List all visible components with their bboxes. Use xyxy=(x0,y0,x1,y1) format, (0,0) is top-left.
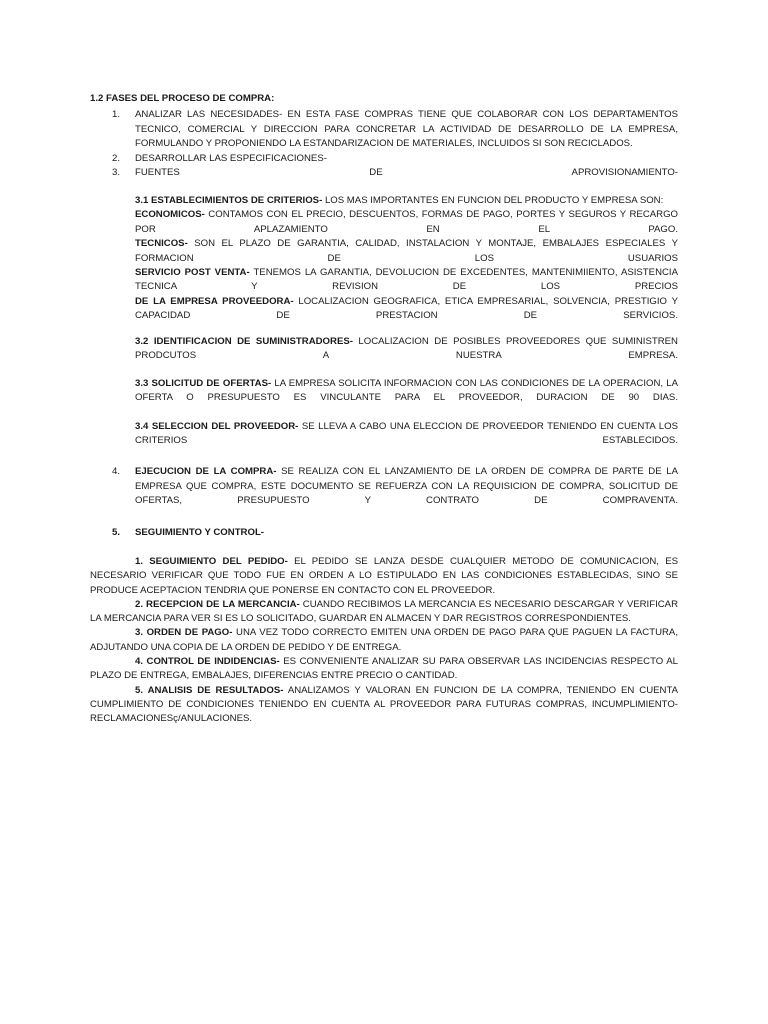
list-number: 1. xyxy=(112,109,121,120)
solicitud-title: 3.3 SOLICITUD DE OFERTAS- xyxy=(135,378,272,389)
paragraph-text: ANALIZAMOS Y VALORAN EN FUNCION DE LA COMPRA, TENIENDO EN CUENTA CUMPLIMIENTO DE CONDICIONES TENIENDO EN CUENTA AL PROVEEDOR PARA FUTURAS COMPRAS, INCUMPLIMIENTO-RECLAMACIONESç/ANULACIONES. xyxy=(90,684,678,725)
list-number: 3. xyxy=(112,167,121,178)
paragraph-label: 3. ORDEN DE PAGO- xyxy=(135,627,233,639)
list-number: 5. xyxy=(112,527,121,538)
ejecucion-item xyxy=(90,465,678,509)
criterios-section xyxy=(135,194,678,324)
identificacion-text: LOCALIZACION DE POSIBLES PROVEEDORES QUE SUMINISTREN PRODCUTOS A NUESTRA EMPRESA. xyxy=(135,336,678,362)
criterios-title: 3.1 ESTABLECIMIENTOS DE CRITERIOS- xyxy=(135,195,323,206)
list-item xyxy=(90,526,678,541)
identificacion-section xyxy=(135,335,678,364)
economicos-text: CONTAMOS CON EL PRECIO, DESCUENTOS, FORMAS DE PAGO, PORTES Y SEGUROS Y RECARGO POR APLAZAMIENTO EN EL PAGO. xyxy=(135,209,678,235)
paragraph xyxy=(90,598,678,627)
paragraph xyxy=(90,655,678,684)
list-text: ANALIZAR LAS NECESIDADES- EN ESTA FASE COMPRAS TIENE QUE COLABORAR CON LOS DEPARTAMENTOS TECNICO, COMERCIAL Y DIRECCION PARA CONCRETAR LA ACTIVIDAD DE DESARROLLO DE LA EMPRESA, FORMULANDO Y PROPONIENDO LA ESTANDARIZACION DE MATERIALES, INCLUIDOS SI SON RECICLADOS. xyxy=(135,109,678,149)
paragraph-label: 2. RECEPCION DE LA MERCANCIA- xyxy=(135,598,300,610)
ejecucion-text: SE REALIZA CON EL LANZAMIENTO DE LA ORDEN DE COMPRA DE PARTE DE LA EMPRESA QUE COMPRA, ESTE DOCUMENTO SE REFUERZA CON LA REQUISICION DE COMPRA, SOLICITUD DE OFERTAS, PRESUPUESTO Y CONTRATO DE COMPRAVENTA. xyxy=(135,466,678,506)
tecnicos-text: SON EL PLAZO DE GARANTIA, CALIDAD, INSTALACION Y MONTAJE, EMBALAJES ESPECIALES Y FORMACION DE LOS USUARIOS xyxy=(135,238,678,264)
control-paragraphs xyxy=(90,555,678,727)
list-number: 2. xyxy=(112,152,121,164)
ejecucion-label: EJECUCION DE LA COMPRA- xyxy=(135,466,277,477)
list-item xyxy=(90,166,678,181)
paragraph-text: EL PEDIDO SE LANZA DESDE CUALQUIER METODO DE COMUNICACION, ES NECESARIO VERIFICAR QUE TODO FUE EN ORDEN A LO ESTIPULADO EN LAS CONDICIONES ESTABLECIDAS, SINO SE PRODUCE ACEPTACION TENDRIA QUE PONERSE EN CONTACTO CON EL PROVEEDOR. xyxy=(90,556,678,596)
list-number: 4. xyxy=(112,466,121,477)
paragraph-text: UNA VEZ TODO CORRECTO EMITEN UNA ORDEN DE PAGO PARA QUE PAGUEN LA FACTURA, ADJUTANDO UNA COPIA DE LA ORDEN DE PEDIDO Y DE ENTREGA. xyxy=(90,627,678,653)
section-heading: 1.2 FASES DEL PROCESO DE COMPRA: xyxy=(90,93,275,104)
seguimiento-label: SEGUIMIENTO Y CONTROL- xyxy=(135,527,264,538)
list-text: DESARROLLAR LAS ESPECIFICACIONES- xyxy=(135,152,327,164)
list-text xyxy=(135,465,678,509)
solicitud-section xyxy=(135,377,678,406)
list-item xyxy=(90,465,678,509)
empresa-text: LOCALIZACION GEOGRAFICA, ETICA EMPRESARIAL, SOLVENCIA, PRESTIGIO Y CAPACIDAD DE PRESTACION DE SERVICIOS. xyxy=(135,295,678,322)
paragraph-label: 1. SEGUIMIENTO DEL PEDIDO- xyxy=(135,556,288,567)
solicitud-text: LA EMPRESA SOLICITA INFORMACION CON LAS CONDICIONES DE LA OPERACION, LA OFERTA O PRESUPUESTO ES VINCULANTE PARA EL PROVEEDOR, DURACION DE 90 DIAS. xyxy=(135,378,678,404)
list-item xyxy=(90,152,678,167)
paragraph-label: 5. ANALISIS DE RESULTADOS- xyxy=(135,684,284,696)
identificacion-title: 3.2 IDENTIFICACION DE SUMINISTRADORES- xyxy=(135,336,353,347)
seguimiento-item xyxy=(90,526,678,541)
economicos-label: ECONOMICOS- xyxy=(135,209,205,221)
seleccion-section xyxy=(135,420,678,449)
paragraph xyxy=(90,684,678,727)
paragraph-text: ES CONVENIENTE ANALIZAR SU PARA OBSERVAR LAS INCIDENCIAS RESPECTO AL PLAZO DE ENTREGA, EMBALAJES, DIFERENCIAS ENTRE PRECIO O CANTIDAD. xyxy=(90,656,678,682)
list-item xyxy=(90,108,678,152)
phases-list xyxy=(90,108,678,181)
empresa-label: DE LA EMPRESA PROVEEDORA- xyxy=(135,295,294,307)
paragraph xyxy=(90,555,678,598)
paragraph-label: 4. CONTROL DE INDIDENCIAS- xyxy=(135,656,280,668)
servicio-text: TENEMOS LA GARANTIA, DEVOLUCION DE EXCEDENTES, MANTENIMIIENTO, ASISTENCIA TECNICA Y REVISION DE LOS PRECIOS xyxy=(135,267,678,293)
seleccion-text: SE LLEVA A CABO UNA ELECCION DE PROVEEDOR TENIENDO EN CUENTA LOS CRITERIOS ESTABLECIDOS. xyxy=(135,421,678,447)
list-text: FUENTES DE APROVISIONAMIENTO- xyxy=(135,167,678,178)
criterios-intro: LOS MAS IMPORTANTES EN FUNCION DEL PRODUCTO Y EMPRESA SON: xyxy=(322,195,664,206)
paragraph xyxy=(90,626,678,655)
tecnicos-label: TECNICOS- xyxy=(135,238,188,250)
seleccion-title: 3.4 SELECCION DEL PROVEEDOR- xyxy=(135,421,299,432)
paragraph-text: CUANDO RECIBIMOS LA MERCANCIA ES NECESARIO DESCARGAR Y VERIFICAR LA MERCANCIA PARA VER SI ES LO SOLICITADO, GUARDAR EN ALMACEN Y DAR REGISTROS CORRESPONDIENTES. xyxy=(90,598,678,625)
servicio-label: SERVICIO POST VENTA- xyxy=(135,267,250,279)
